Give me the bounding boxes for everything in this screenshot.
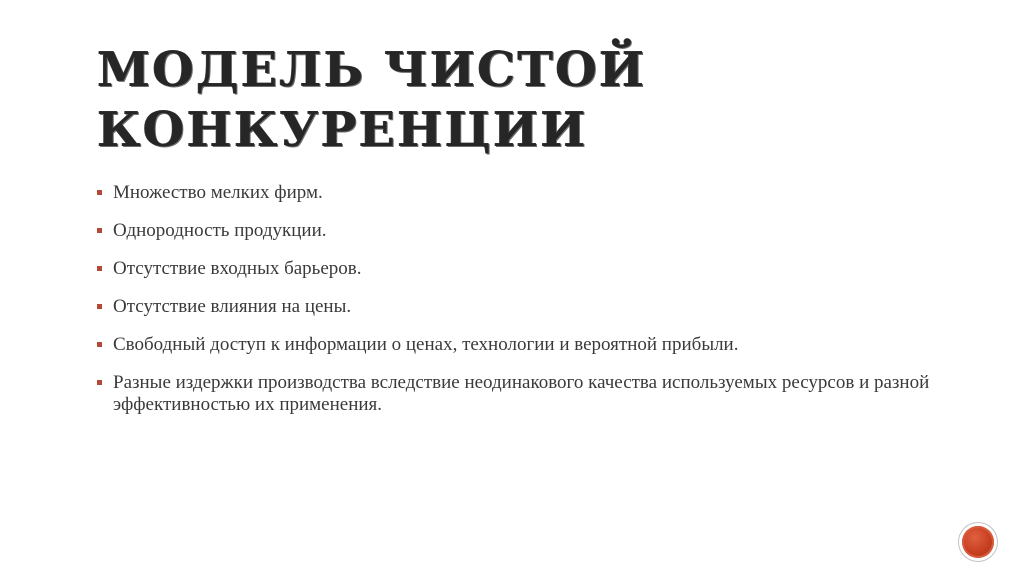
bullet-item [96, 372, 936, 416]
square-bullet-icon [97, 380, 102, 385]
bullet-text: Множество мелких фирм. [113, 182, 323, 203]
bullet-text: Разные издержки производства вследствие неодинакового качества используемых ресурсов и разной эффективностью их применения. [113, 372, 930, 415]
bullet-item [96, 296, 936, 318]
bullet-text: Свободный доступ к информации о ценах, технологии и вероятной прибыли. [113, 334, 739, 355]
square-bullet-icon [97, 304, 102, 309]
square-bullet-icon [97, 342, 102, 347]
bullet-item [96, 258, 936, 280]
bullet-list [96, 182, 936, 432]
bullet-text: Отсутствие влияния на цены. [113, 296, 352, 317]
bullet-item [96, 182, 936, 204]
title-line: КОНКУРЕНЦИИ [97, 102, 588, 158]
bullet-item [96, 334, 936, 356]
square-bullet-icon [97, 228, 102, 233]
slide-title [97, 40, 897, 160]
circle-button-icon[interactable] [958, 522, 998, 562]
bullet-text: Отсутствие входных барьеров. [113, 258, 362, 279]
square-bullet-icon [97, 190, 102, 195]
bullet-item [96, 220, 936, 242]
title-line: МОДЕЛЬ ЧИСТОЙ [97, 42, 647, 98]
nav-button-face [962, 526, 994, 558]
bullet-text: Однородность продукции. [113, 220, 327, 241]
square-bullet-icon [97, 266, 102, 271]
